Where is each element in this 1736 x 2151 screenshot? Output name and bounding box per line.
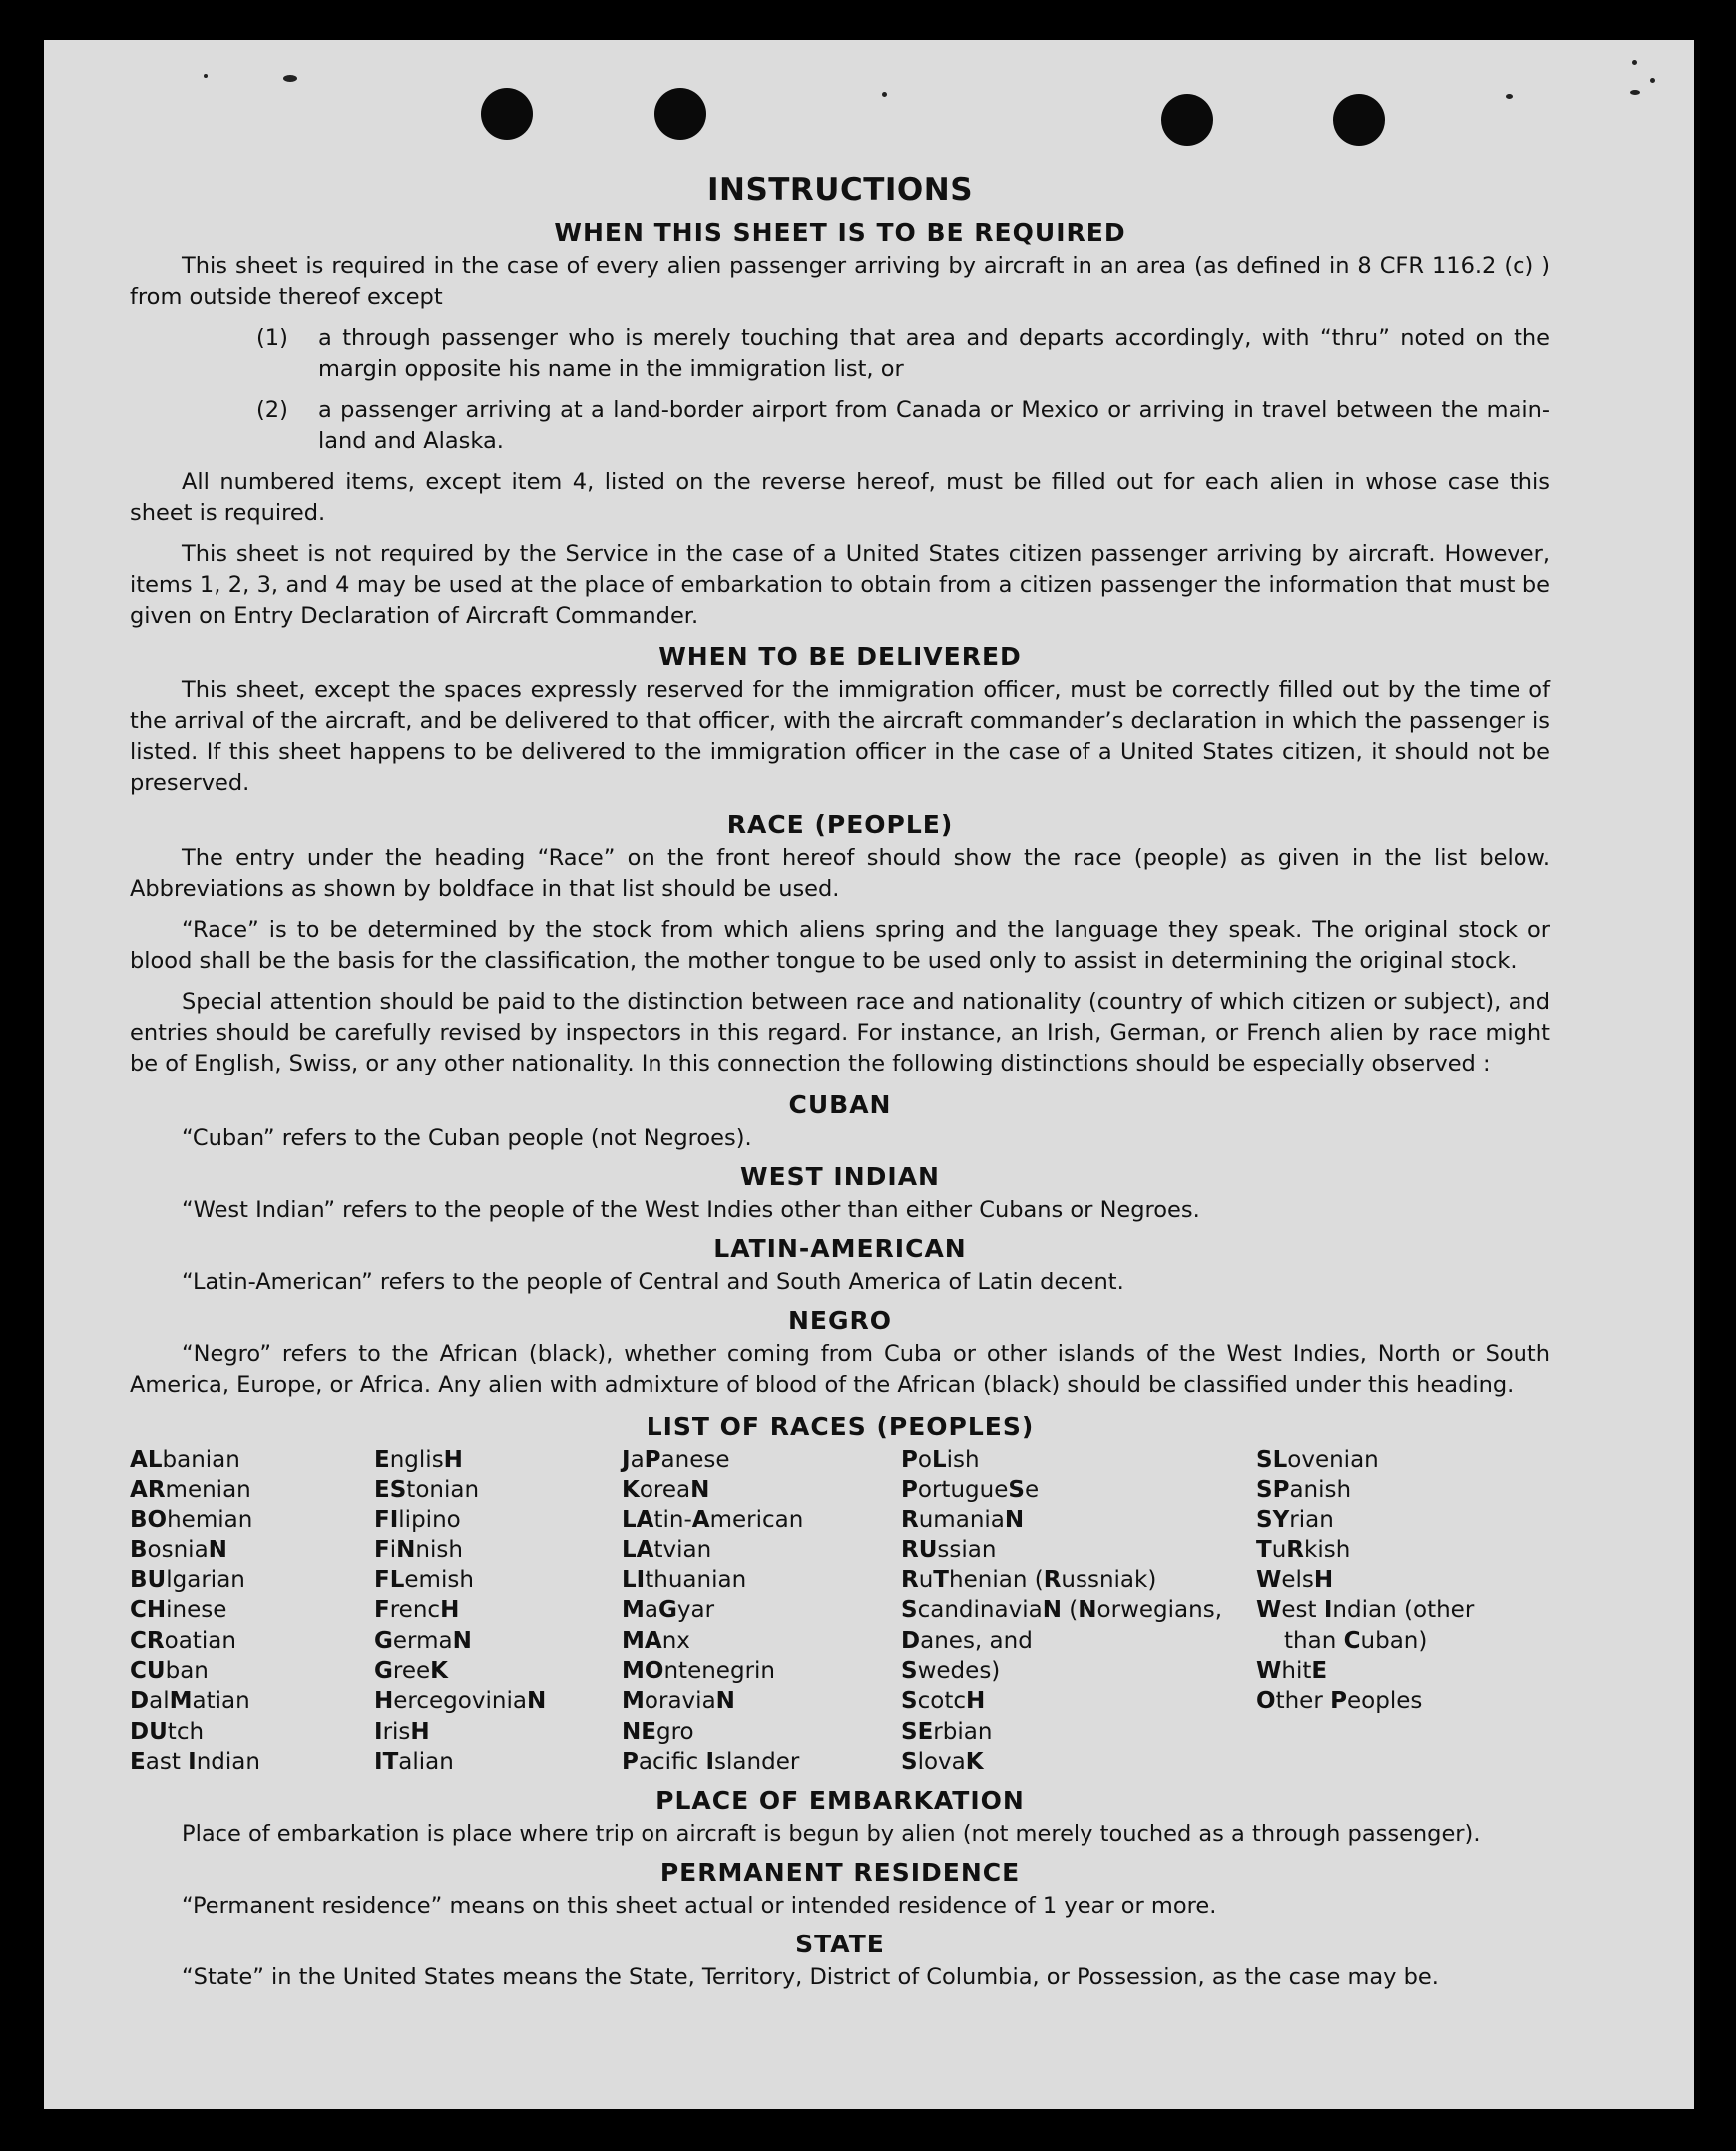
required-intro: This sheet is required in the case of every alien passenger arriving by aircraft in an area (as defined in 8 CFR 116.2 (c) ) from outside thereof except [130,253,1550,310]
race-entry: BUlgarian [130,1567,245,1594]
race-para-2: “Race” is to be determined by the stock from which aliens spring and the language they speak. The original stock or blood shall be the basis for the classification, the mother tongue to be used only to assist in determining the original stock. [130,917,1550,974]
required-para-3: This sheet is not required by the Service in the case of a United States citizen passenger arriving by aircraft. However, items 1, 2, 3, and 4 may be used at the place of embarkation to obtain from a citizen passenger the information that must be given on Entry Declaration of Aircraft Commander. [130,541,1550,629]
race-entry: MaGyar [622,1597,715,1624]
race-entry: East Indian [130,1748,260,1775]
race-entry: DalMatian [130,1688,250,1715]
race-entry: WhitE [1256,1658,1328,1685]
heading-permanent-residence: PERMANENT RESIDENCE [659,1858,1021,1888]
race-entry: CRoatian [130,1627,236,1654]
dust-speck [204,74,208,78]
race-entry: EStonian [374,1477,480,1504]
race-entry: than Cuban) [1284,1627,1428,1654]
race-entry: FrencH [374,1597,460,1624]
race-entry: FIlipino [374,1506,461,1533]
race-entry: ITalian [374,1748,454,1775]
race-entry: FLemish [374,1567,474,1594]
race-entry: GreeK [374,1658,448,1685]
cuban-definition: “Cuban” refers to the Cuban people (not Negroes). [182,1125,752,1151]
race-entry: SPanish [1256,1477,1352,1504]
punch-hole [1333,94,1385,146]
race-entry: ScotcH [901,1688,986,1715]
race-entry: ALbanian [130,1447,240,1473]
race-entry: NEgro [622,1718,694,1745]
race-entry: KoreaN [622,1477,710,1504]
heading-state: STATE [795,1930,885,1959]
race-entry: CUban [130,1658,209,1685]
race-entry: BOhemian [130,1506,253,1533]
race-entry: HercegoviniaN [374,1688,547,1715]
race-para-1: The entry under the heading “Race” on the front hereof should show the race (people) as given in the list below. Abbreviations as shown by boldface in that list should be used. [130,845,1550,902]
race-entry: MOntenegrin [622,1658,775,1685]
punch-hole [481,88,533,140]
race-entry: LAtin-American [622,1506,804,1533]
heading-race: RACE (PEOPLE) [726,810,954,839]
dust-speck [1630,90,1640,95]
dust-speck [1506,94,1513,99]
heading-west-indian: WEST INDIAN [740,1162,940,1191]
races-list [130,1445,1550,1777]
race-entry: ARmenian [130,1477,251,1504]
races-column [130,1445,374,1777]
races-column [1256,1445,1550,1777]
heading-embarkation: PLACE OF EMBARKATION [655,1786,1025,1816]
west-indian-definition: “West Indian” refers to the people of the West Indies other than either Cubans or Negroes. [182,1197,1200,1223]
race-entry: EnglisH [374,1447,463,1473]
heading-when-delivered: WHEN TO BE DELIVERED [658,643,1022,671]
race-entry: FiNnish [374,1536,463,1563]
race-entry: LAtvian [622,1536,712,1563]
dust-speck [882,92,887,97]
race-entry: DUtch [130,1718,205,1745]
race-entry: SErbian [901,1718,993,1745]
dust-speck [1632,60,1637,65]
race-entry: CHinese [130,1597,227,1624]
race-entry: Other Peoples [1256,1688,1423,1715]
latin-american-definition: “Latin-American” refers to the people of Central and South America of Latin decent. [182,1269,1124,1295]
race-entry: PoLish [901,1447,980,1473]
heading-when-required: WHEN THIS SHEET IS TO BE REQUIRED [554,218,1126,247]
race-entry: RumaniaN [901,1506,1025,1533]
negro-definition: “Negro” refers to the African (black), whether coming from Cuba or other islands of the West Indies, North or South America, Europe, or Africa. Any alien with admixture of blood of the African (black) should be classified under this heading. [130,1341,1550,1398]
race-entry: Swedes) [901,1658,1001,1685]
races-column [901,1445,1256,1777]
race-entry: RUssian [901,1536,997,1563]
race-entry: GermaN [374,1627,472,1654]
race-entry: IrisH [374,1718,430,1745]
heading-negro: NEGRO [787,1306,893,1335]
race-entry: RuThenian (Russniak) [901,1567,1157,1594]
race-entry: TuRkish [1256,1536,1351,1563]
residence-definition: “Permanent residence” means on this sheet actual or intended residence of 1 year or more. [182,1893,1217,1920]
race-entry: PortugueSe [901,1477,1040,1504]
item-text: a passenger arriving at a land-border airport from Canada or Mexico or arriving in travel between the main-land and Alaska. [318,397,1550,454]
race-entry: SlovaK [901,1748,984,1775]
race-entry: JaPanese [622,1447,730,1473]
punch-hole [1161,94,1213,146]
dust-speck [1650,78,1655,83]
delivered-text: This sheet, except the spaces expressly reserved for the immigration officer, must be correctly filled out by the time of the arrival of the aircraft, and be delivered to that officer, with the aircraft commander’s declaration in which the passenger is listed. If this sheet happens to be delivered to the immigration officer in the case of a United States citizen, it should not be preserved. [130,677,1550,796]
exception-item [130,395,1550,457]
race-entry: MAnx [622,1627,690,1654]
state-definition: “State” in the United States means the State, Territory, District of Columbia, or Possession, as the case may be. [182,1964,1439,1991]
race-entry: SYrian [1256,1506,1334,1533]
race-entry: BosniaN [130,1536,227,1563]
race-entry: West Indian (other [1256,1597,1475,1624]
race-entry: ScandinaviaN (Norwegians, [901,1597,1223,1624]
punch-hole [654,88,706,140]
heading-latin-american: LATIN-AMERICAN [713,1234,967,1263]
instructions-content [130,170,1550,1999]
embarkation-definition: Place of embarkation is place where trip on aircraft is begun by alien (not merely touched as a through passenger). [182,1821,1481,1848]
item-text: a through passenger who is merely touching that area and departs accordingly, with “thru” noted on the margin opposite his name in the immigration list, or [318,325,1550,382]
race-entry: Pacifc Islander [622,1748,800,1775]
required-para-2: All numbered items, except item 4, listed on the reverse hereof, must be filled out for each alien in whose case this sheet is required. [130,469,1550,526]
race-para-3: Special attention should be paid to the distinction between race and nationality (country of which citizen or subject), and entries should be carefully revised by inspectors in this regard. For instance, an Irish, German, or French alien by race might be of English, Swiss, or any other nationality. In this connection the following distinctions should be especially observed : [130,989,1550,1076]
dust-speck [283,75,297,82]
race-entry: MoraviaN [622,1688,735,1715]
race-entry: Danes, and [901,1627,1033,1654]
race-entry: LIthuanian [622,1567,747,1594]
heading-cuban: CUBAN [788,1090,892,1119]
exception-item [130,323,1550,385]
page-title: INSTRUCTIONS [706,172,974,208]
races-column [374,1445,622,1777]
heading-list-of-races: LIST OF RACES (PEOPLES) [646,1412,1035,1441]
race-entry: WelsH [1256,1567,1334,1594]
races-column [622,1445,901,1777]
item-number: (1) [256,325,288,351]
race-entry: SLovenian [1256,1447,1379,1473]
item-number: (2) [256,397,288,423]
